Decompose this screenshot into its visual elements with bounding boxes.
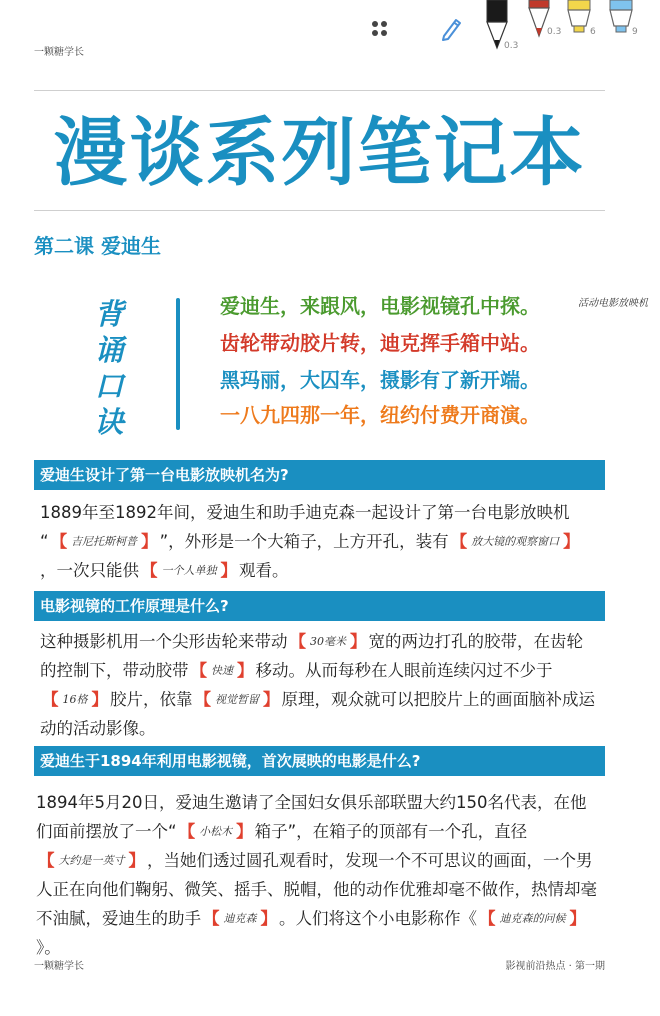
highlighter-yellow-size: 6: [590, 27, 596, 37]
answer-paragraph-3: [36, 788, 602, 962]
pen-toolbar: [0, 0, 660, 60]
fill-blank[interactable]: 【 迪克森 】: [203, 909, 277, 928]
fill-blank[interactable]: 【 视觉暂留 】: [194, 690, 280, 709]
lesson-heading: 第二课 爱迪生: [34, 234, 161, 258]
page-title: 漫谈系列笔记本: [53, 110, 586, 196]
paragraph-text: 观看。: [239, 561, 289, 580]
mnemonic-line-2: 齿轮带动胶片转，迪克挥手箱中站。: [220, 331, 540, 355]
paragraph-text: 箱子”，在箱子的顶部有一个孔，直径: [254, 822, 528, 841]
fill-blank[interactable]: 【 大约是一英寸 】: [38, 851, 145, 870]
mnemonic-line-1: 爱迪生，来跟风，电影视镜孔中探。: [220, 294, 540, 318]
mnemonic-divider: [176, 298, 180, 430]
paragraph-text: 原理，观众就可以把胶片上的画面脑补成运动的活动影像。: [40, 690, 595, 738]
mnemonic-char: 背: [94, 297, 124, 331]
mnemonic-char: 诀: [94, 405, 124, 439]
header-right-text: [544, 43, 604, 51]
pen-black-size: 0.3: [504, 41, 519, 51]
top-divider: [34, 90, 605, 91]
mnemonic-char: 口: [94, 369, 124, 403]
fill-blank[interactable]: 【 一个人单独 】: [141, 561, 237, 580]
drag-handle-icon[interactable]: [368, 18, 390, 40]
answer-paragraph-2: [40, 627, 598, 743]
mnemonic-label: [84, 296, 134, 440]
mnemonic-line-4: 一八九四那一年，纽约付费开商演。: [220, 403, 540, 427]
paragraph-text: ”，外形是一个大箱子，上方开孔，装有: [159, 532, 449, 551]
paragraph-text: 宽的两边打孔的胶带，在齿轮的控制下，带动胶带: [40, 632, 583, 680]
title-divider: [34, 210, 605, 211]
footer-issue: 影视前沿热点 · 第一期: [505, 961, 605, 972]
fill-blank[interactable]: 【 快速 】: [190, 661, 254, 680]
fill-blank[interactable]: 【 30毫米 】: [289, 632, 367, 651]
paragraph-text: 胶片，依靠: [110, 690, 193, 709]
paragraph-text: 1894年5月20日，爱迪生邀请了全国妇女俱乐部联盟大约150名代表，在他们面前摆放了一个“: [36, 793, 587, 841]
paragraph-text: 这种摄影机用一个尖形齿轮来带动: [40, 632, 288, 651]
paragraph-text: 1889年至1892年间，爱迪生和助手迪克森一起设计了第一台电影放映机: [40, 503, 570, 522]
header-author: 一颗糖学长: [34, 47, 84, 58]
mnemonic-line-3: 黑玛丽，大囚车，摄影有了新开端。: [220, 368, 540, 392]
paragraph-text: ，一次只能供: [40, 561, 139, 580]
question-bar-2: 电影视镜的工作原理是什么?: [34, 591, 605, 621]
pen-black-tool[interactable]: [482, 0, 519, 56]
fill-blank[interactable]: 【 放大镜的观察窗口 】: [450, 532, 580, 551]
paragraph-text: 。人们将这个小电影称作《: [279, 909, 477, 928]
fill-blank[interactable]: 【 小松木 】: [178, 822, 253, 841]
fill-blank[interactable]: 【 吉尼托斯柯普 】: [50, 532, 158, 551]
question-bar-3: 爱迪生于1894年利用电影视镜，首次展映的电影是什么?: [34, 746, 605, 776]
paragraph-text: 》。: [36, 938, 61, 957]
question-bar-1: 爱迪生设计了第一台电影放映机名为?: [34, 460, 605, 490]
pen-red-size: 0.3: [547, 27, 562, 37]
highlighter-blue-size: 9: [632, 27, 638, 37]
mnemonic-char: 诵: [94, 333, 124, 367]
answer-paragraph-1: [40, 498, 598, 585]
highlighter-blue-tool[interactable]: [606, 0, 638, 56]
paragraph-text: “: [40, 532, 49, 551]
fill-blank[interactable]: 【 迪克森的问候 】: [479, 909, 586, 928]
footer-author: 一颗糖学长: [34, 961, 84, 972]
fill-blank[interactable]: 【 16格 】: [42, 690, 108, 709]
paragraph-text: ，当她们透过圆孔观看时，发现一个不可思议的画面，一个男人正在向他们鞠躬、微笑、摇手、脱帽，他的动作优雅却毫不做作，热情却毫不油腻，爱迪生的助手: [36, 851, 597, 928]
handwritten-side-note: 活动电影放映机: [578, 298, 648, 309]
pencil-tool-icon[interactable]: [440, 14, 464, 42]
paragraph-text: 移动。从而每秒在人眼前连续闪过不少于: [255, 661, 553, 680]
